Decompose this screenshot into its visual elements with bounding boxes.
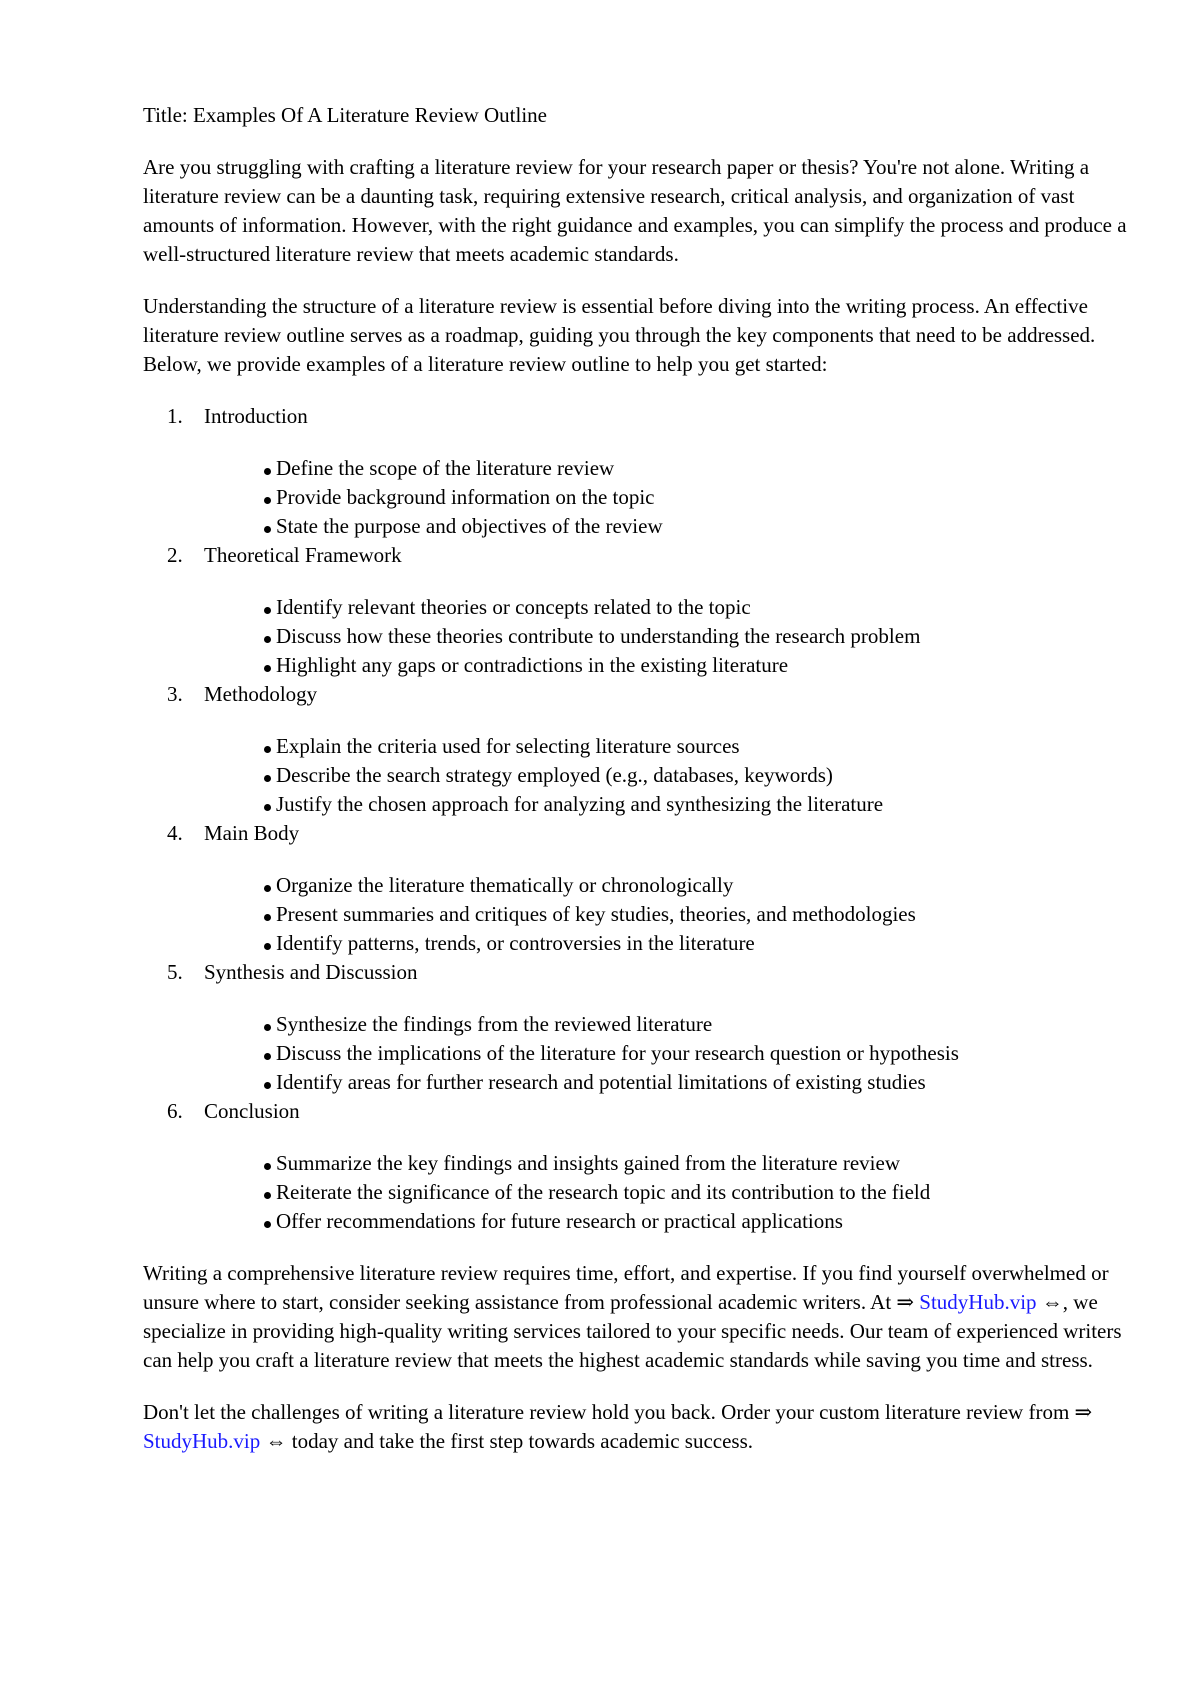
section-number: 1. xyxy=(167,404,183,428)
outline-section xyxy=(143,819,1133,958)
document-page xyxy=(143,101,1133,1479)
intro-paragraph-1: Are you struggling with crafting a literature review for your research paper or thesis? You're not alone. Writing a literature review can be a daunting task, requiring extensive research, critical analysis, and organization of vast amounts of information. However, with the right guidance and examples, you can simplify the process and produce a well-structured literature review that meets academic standards. xyxy=(143,155,1127,266)
studyhub-link[interactable]: StudyHub.vip xyxy=(143,1429,261,1453)
section-bullets xyxy=(204,593,1133,680)
bullet-item: Discuss how these theories contribute to understanding the research problem xyxy=(264,622,1133,651)
bullet-item: State the purpose and objectives of the review xyxy=(264,512,1133,541)
section-bullets xyxy=(204,871,1133,958)
section-heading: Main Body xyxy=(204,821,300,845)
outline-list xyxy=(143,402,1133,1236)
bullet-item: Identify relevant theories or concepts related to the topic xyxy=(264,593,1133,622)
outline-section xyxy=(143,402,1133,541)
bullet-item: Organize the literature thematically or chronologically xyxy=(264,871,1133,900)
closing-text: Writing a comprehensive literature review requires time, effort, and expertise. If you find yourself overwhelmed or unsure where to start, consider seeking assistance from professional academic writers. At ⇒ xyxy=(143,1261,1109,1314)
closing-text: ⇔, we specialize in providing high-quality writing services tailored to your specific needs. Our team of experienced writers can help you craft a literature review that meets the highest academic standards while saving you time and stress. xyxy=(143,1290,1122,1372)
section-heading: Conclusion xyxy=(204,1099,300,1123)
bullet-item: Define the scope of the literature review xyxy=(264,454,1133,483)
section-heading: Introduction xyxy=(204,404,308,428)
intro-paragraph-2: Understanding the structure of a literature review is essential before diving into the writing process. An effective literature review outline serves as a roadmap, guiding you through the key components that need to be addressed. Below, we provide examples of a literature review outline to help you get started: xyxy=(143,294,1096,376)
section-heading: Theoretical Framework xyxy=(204,543,402,567)
outline-section xyxy=(143,680,1133,819)
section-number: 6. xyxy=(167,1099,183,1123)
outline-section xyxy=(143,958,1133,1097)
closing-text: ⇔ today and take the first step towards academic success. xyxy=(260,1429,754,1453)
bullet-item: Synthesize the findings from the reviewed literature xyxy=(264,1010,1133,1039)
bullet-item: Explain the criteria used for selecting literature sources xyxy=(264,732,1133,761)
closing-paragraph-2 xyxy=(143,1398,1133,1456)
closing-text: Don't let the challenges of writing a literature review hold you back. Order your custom literature review from ⇒ xyxy=(143,1400,1093,1424)
section-bullets xyxy=(204,454,1133,541)
bullet-item: Highlight any gaps or contradictions in the existing literature xyxy=(264,651,1133,680)
section-number: 5. xyxy=(167,960,183,984)
bullet-item: Present summaries and critiques of key studies, theories, and methodologies xyxy=(264,900,1133,929)
section-number: 3. xyxy=(167,682,183,706)
bullet-item: Describe the search strategy employed (e.g., databases, keywords) xyxy=(264,761,1133,790)
outline-section xyxy=(143,1097,1133,1236)
section-bullets xyxy=(204,1010,1133,1097)
bullet-item: Identify areas for further research and potential limitations of existing studies xyxy=(264,1068,1133,1097)
studyhub-link[interactable]: StudyHub.vip xyxy=(919,1290,1037,1314)
bullet-item: Discuss the implications of the literature for your research question or hypothesis xyxy=(264,1039,1133,1068)
closing-paragraph-1 xyxy=(143,1259,1133,1375)
bullet-item: Summarize the key findings and insights gained from the literature review xyxy=(264,1149,1133,1178)
bullet-item: Provide background information on the topic xyxy=(264,483,1133,512)
bullet-item: Identify patterns, trends, or controversies in the literature xyxy=(264,929,1133,958)
section-heading: Synthesis and Discussion xyxy=(204,960,418,984)
outline-section xyxy=(143,541,1133,680)
section-bullets xyxy=(204,1149,1133,1236)
section-number: 4. xyxy=(167,821,183,845)
bullet-item: Offer recommendations for future research or practical applications xyxy=(264,1207,1133,1236)
page-title: Title: Examples Of A Literature Review Outline xyxy=(143,103,547,127)
section-number: 2. xyxy=(167,543,183,567)
bullet-item: Justify the chosen approach for analyzing and synthesizing the literature xyxy=(264,790,1133,819)
section-bullets xyxy=(204,732,1133,819)
bullet-item: Reiterate the significance of the research topic and its contribution to the field xyxy=(264,1178,1133,1207)
section-heading: Methodology xyxy=(204,682,318,706)
